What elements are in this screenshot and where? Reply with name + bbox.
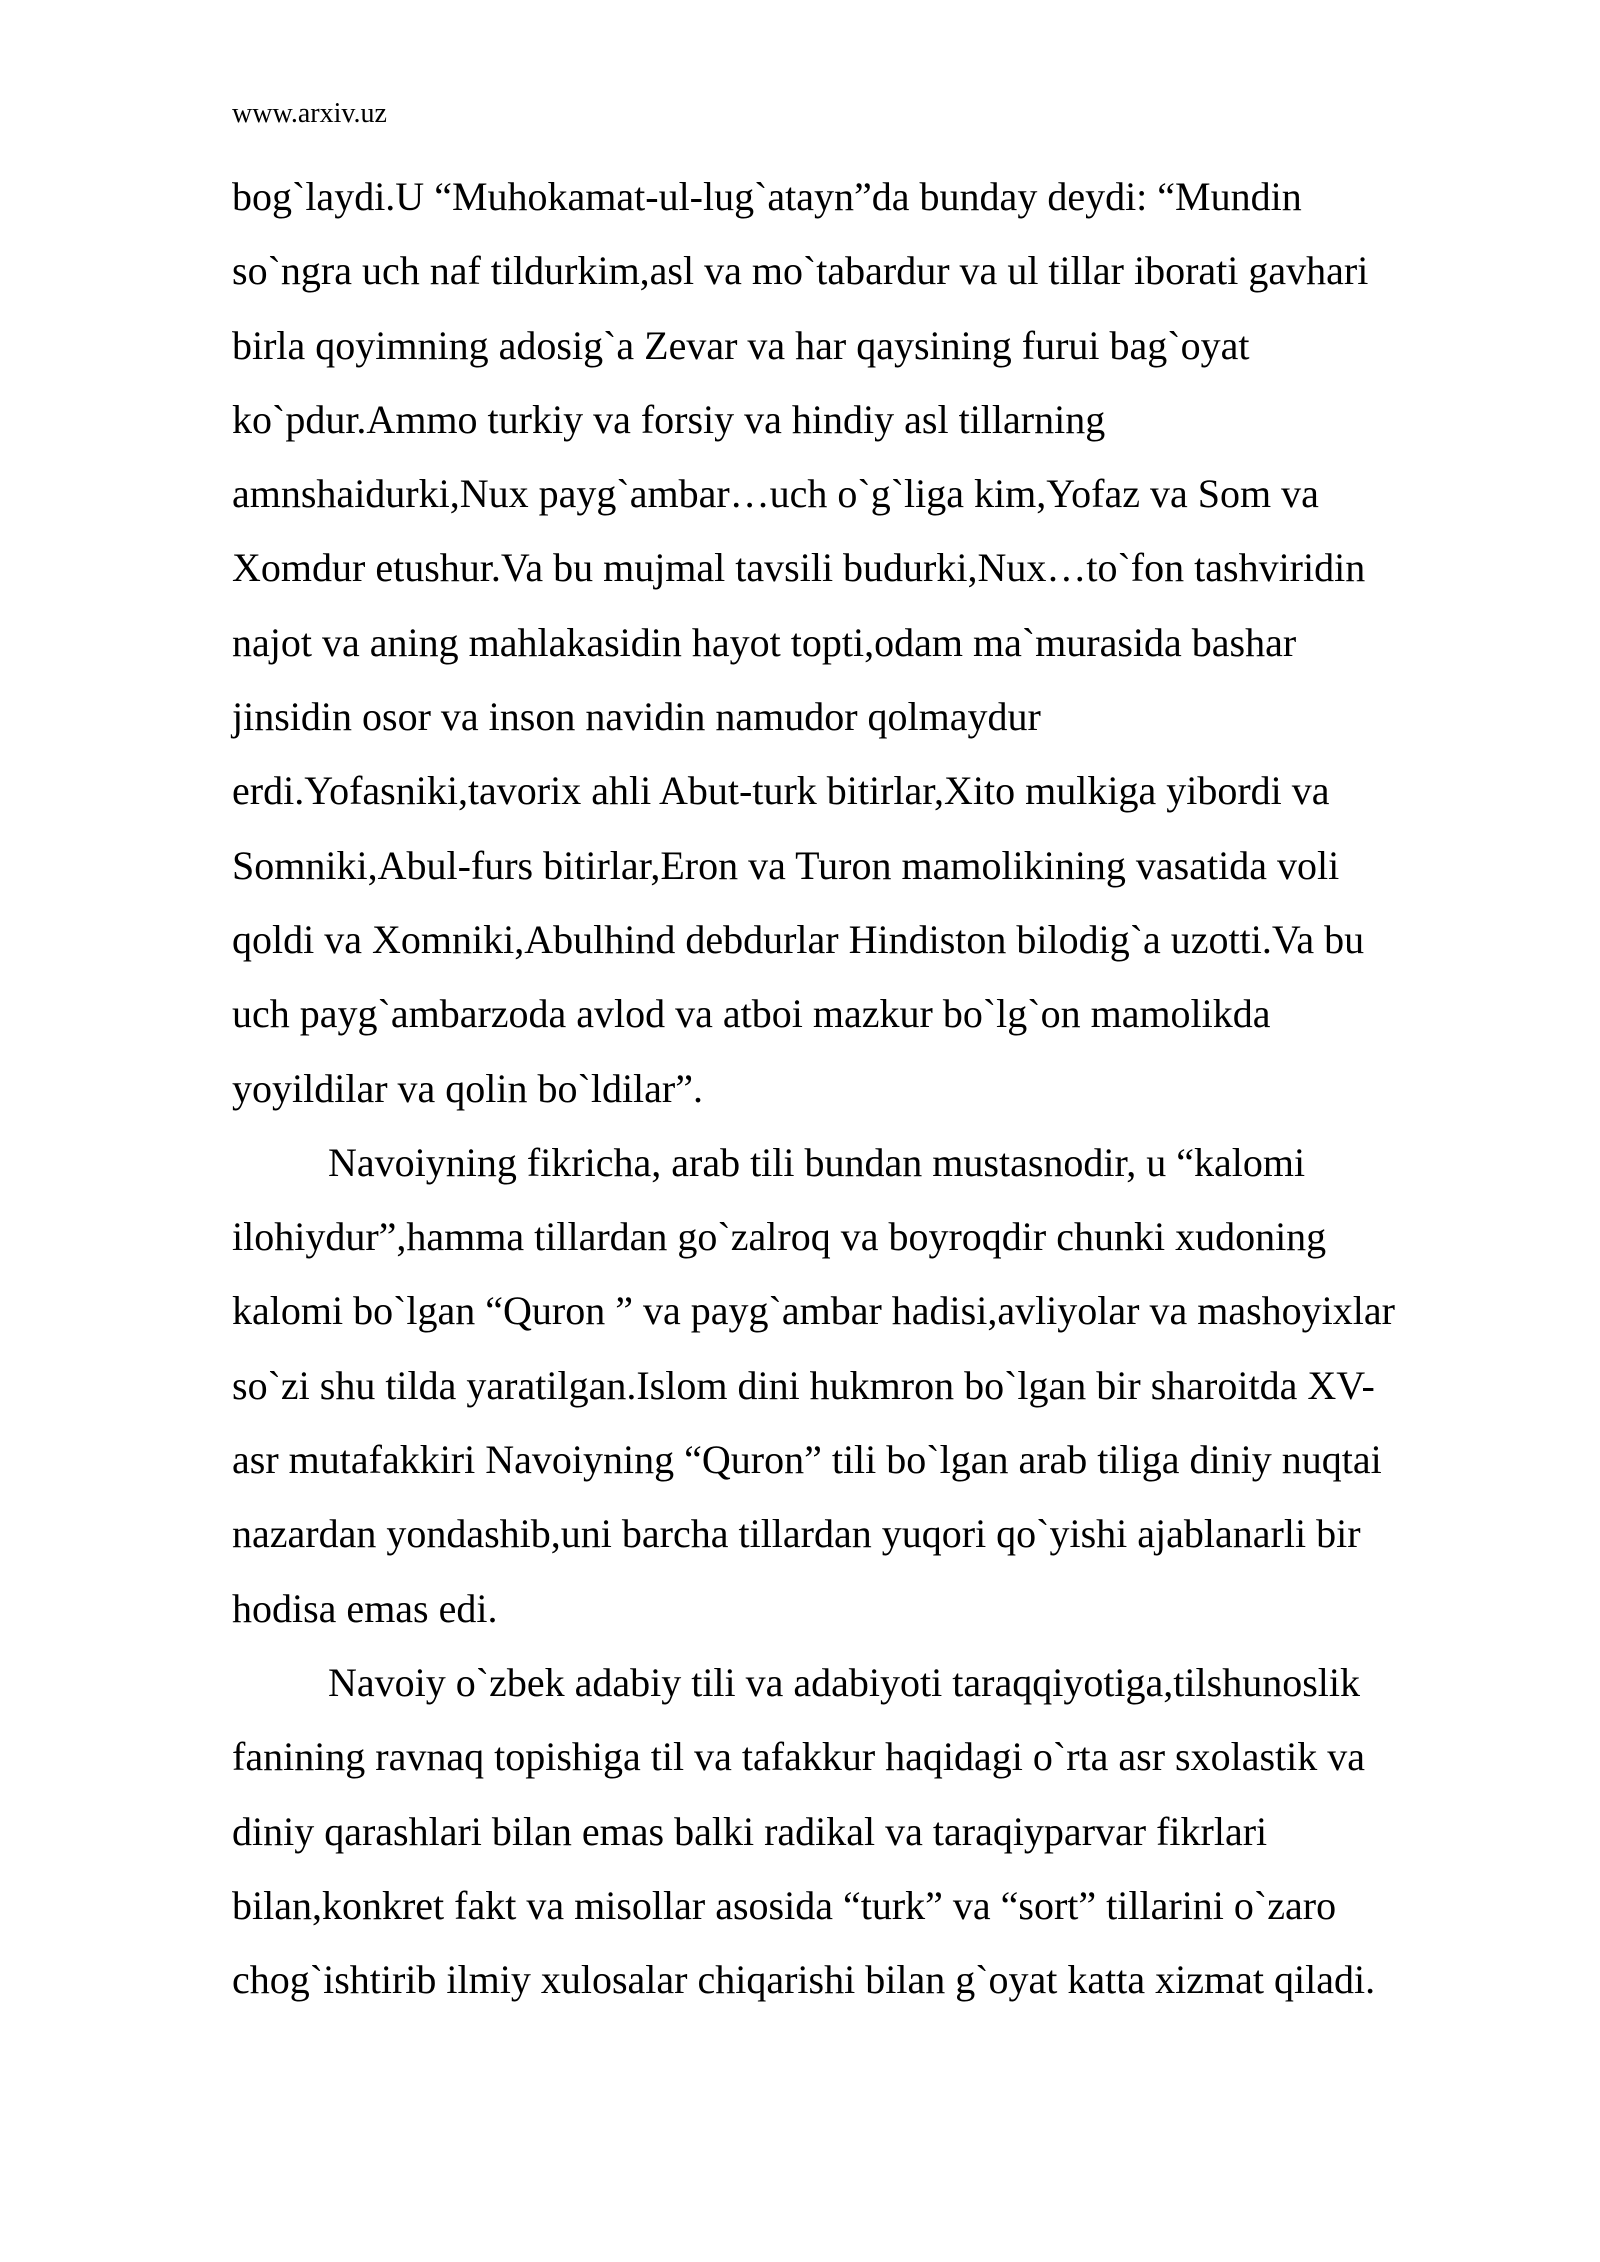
text-line: bog`laydi.U “Muhokamat-ul-lug`atayn”da bunday deydi: “Mundin xyxy=(232,174,1302,219)
text-line: so`zi shu tilda yaratilgan.Islom dini hukmron bo`lgan bir sharoitda XV- xyxy=(232,1362,1375,1408)
text-line: amnshaidurki,Nux payg`ambar…uch o`g`liga kim,Yofaz va Som va xyxy=(232,471,1319,517)
text-line: Navoiyning fikricha, arab tili bundan mustasnodir, u “kalomi xyxy=(328,1139,1306,1185)
text-line: so`ngra uch naf tildurkim,asl va mo`tabardur va ul tillar iborati gavhari xyxy=(232,248,1369,294)
text-line: birla qoyimning adosig`a Zevar va har qaysining furui bag`oyat xyxy=(232,322,1250,368)
paragraph-1 xyxy=(232,160,1492,1126)
text-line: kalomi bo`lgan “Quron ” va payg`ambar hadisi,avliyolar va mashoyixlar xyxy=(232,1288,1395,1334)
paragraph-3 xyxy=(232,1646,1492,2017)
text-line: Navoiy o`zbek adabiy tili va adabiyoti taraqqiyotiga,tilshunoslik xyxy=(328,1659,1360,1705)
text-line: ilohiydur”,hamma tillardan go`zalroq va boyroqdir chunki xudoning xyxy=(232,1214,1327,1260)
header-url: www.arxiv.uz xyxy=(232,98,387,129)
text-line: fanining ravnaq topishiga til va tafakkur haqidagi o`rta asr sxolastik va xyxy=(232,1734,1366,1780)
body-text xyxy=(232,160,1492,2017)
text-line: asr mutafakkiri Navoiyning “Quron” tili bo`lgan arab tiliga diniy nuqtai xyxy=(232,1437,1382,1483)
text-line: nazardan yondashib,uni barcha tillardan yuqori qo`yishi ajablanarli bir xyxy=(232,1511,1361,1557)
text-line: erdi.Yofasniki,tavorix ahli Abut-turk bitirlar,Xito mulkiga yibordi va xyxy=(232,768,1330,814)
text-line: Somniki,Abul-furs bitirlar,Eron va Turon mamolikining vasatida voli xyxy=(232,842,1340,888)
text-line: diniy qarashlari bilan emas balki radikal va taraqiyparvar fikrlari xyxy=(232,1808,1268,1854)
text-line: ko`pdur.Ammo turkiy va forsiy va hindiy asl tillarning xyxy=(232,396,1106,442)
text-line: yoyildilar va qolin bo`ldilar”. xyxy=(232,1065,703,1111)
text-line: chog`ishtirib ilmiy xulosalar chiqarishi bilan g`oyat katta xizmat qiladi. xyxy=(232,1957,1376,2003)
text-line: Xomdur etushur.Va bu mujmal tavsili budurki,Nux…to`fon tashviridin xyxy=(232,545,1366,591)
paragraph-2 xyxy=(232,1126,1492,1646)
text-line: bilan,konkret fakt va misollar asosida “turk” va “sort” tillarini o`zaro xyxy=(232,1882,1337,1928)
text-line: qoldi va Xomniki,Abulhind debdurlar Hindiston bilodig`a uzotti.Va bu xyxy=(232,916,1365,962)
text-line: najot va aning mahlakasidin hayot topti,odam ma`murasida bashar xyxy=(232,619,1297,665)
text-line: hodisa emas edi. xyxy=(232,1585,498,1631)
text-line: jinsidin osor va inson navidin namudor qolmaydur xyxy=(232,694,1041,740)
text-line: uch payg`ambarzoda avlod va atboi mazkur bo`lg`on mamolikda xyxy=(232,991,1271,1037)
